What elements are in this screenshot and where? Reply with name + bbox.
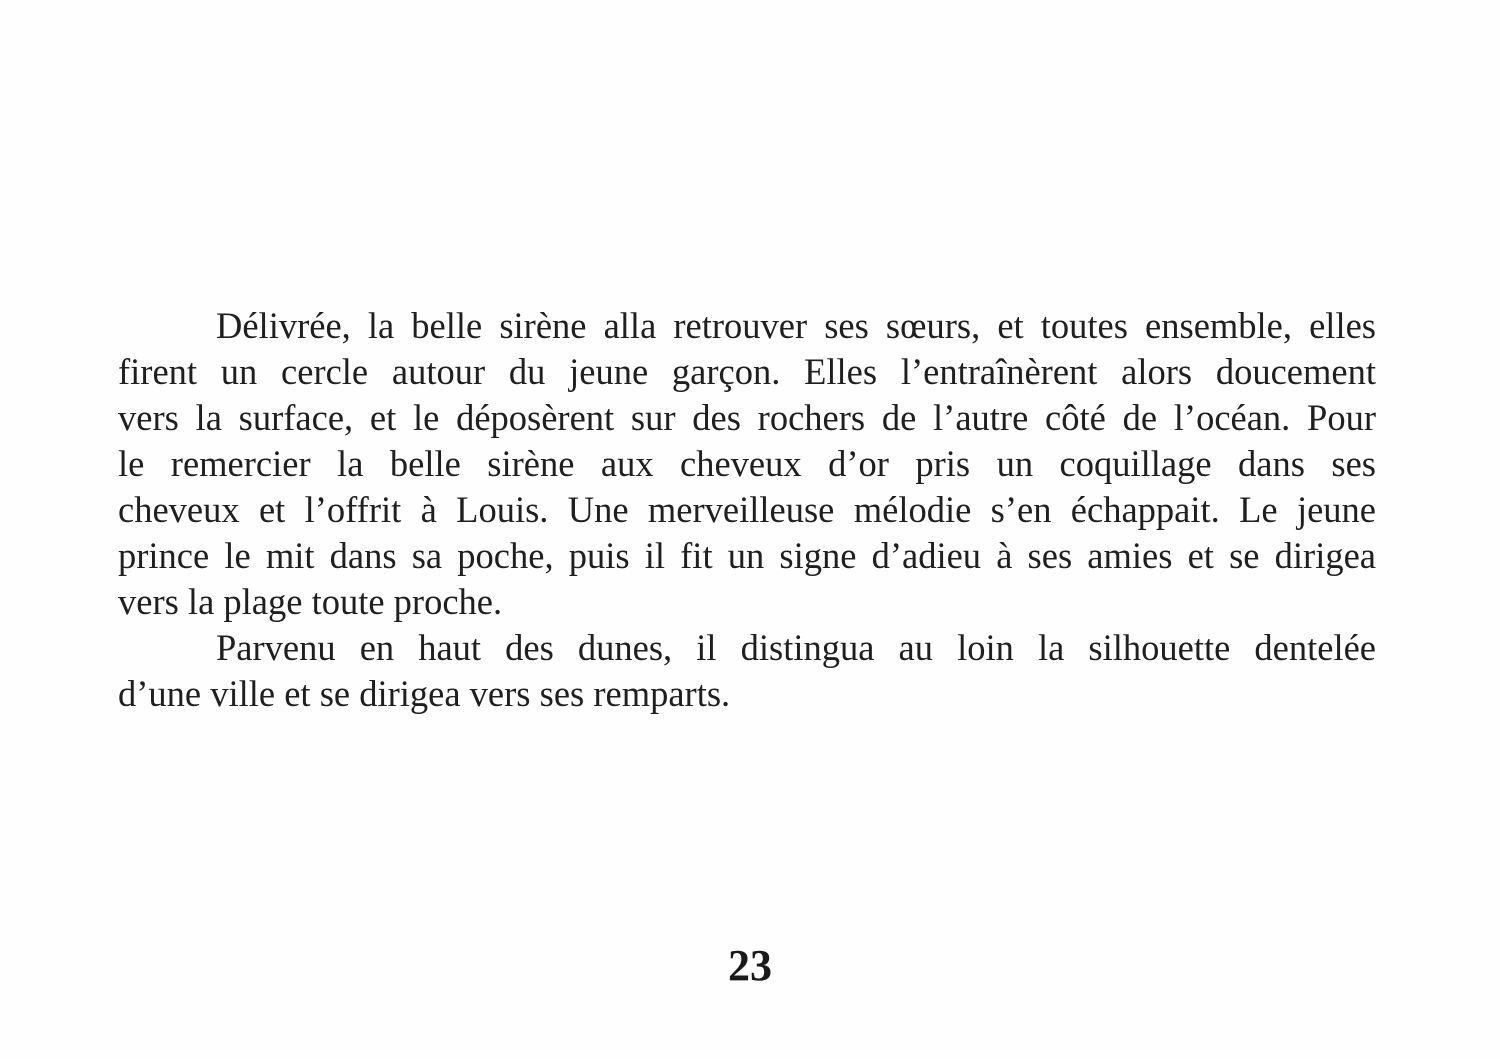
paragraph-line: Délivrée, la belle sirène alla retrouver ses sœurs, et toutes ensemble, elles: [216, 305, 1376, 346]
body-text: [118, 303, 1376, 717]
paragraph-line: cheveux et l’offrit à Louis. Une merveilleuse mélodie s’en échappait. Le jeune: [118, 489, 1376, 530]
page-number: 23: [728, 941, 772, 990]
paragraph-line: d’une ville et se dirigea vers ses remparts.: [118, 673, 731, 714]
paragraph-2: [118, 625, 1376, 717]
paragraph-line: firent un cercle autour du jeune garçon. Elles l’entraînèrent alors doucement: [118, 351, 1376, 392]
paragraph-line: le remercier la belle sirène aux cheveux d’or pris un coquillage dans ses: [118, 443, 1376, 484]
paragraph-line: vers la plage toute proche.: [118, 581, 503, 622]
paragraph-line: vers la surface, et le déposèrent sur des rochers de l’autre côté de l’océan. Pour: [118, 397, 1376, 438]
paragraph-1: [118, 303, 1376, 625]
paragraph-line: prince le mit dans sa poche, puis il fit un signe d’adieu à ses amies et se dirigea: [118, 535, 1376, 576]
paragraph-line: Parvenu en haut des dunes, il distingua au loin la silhouette dentelée: [216, 627, 1376, 668]
